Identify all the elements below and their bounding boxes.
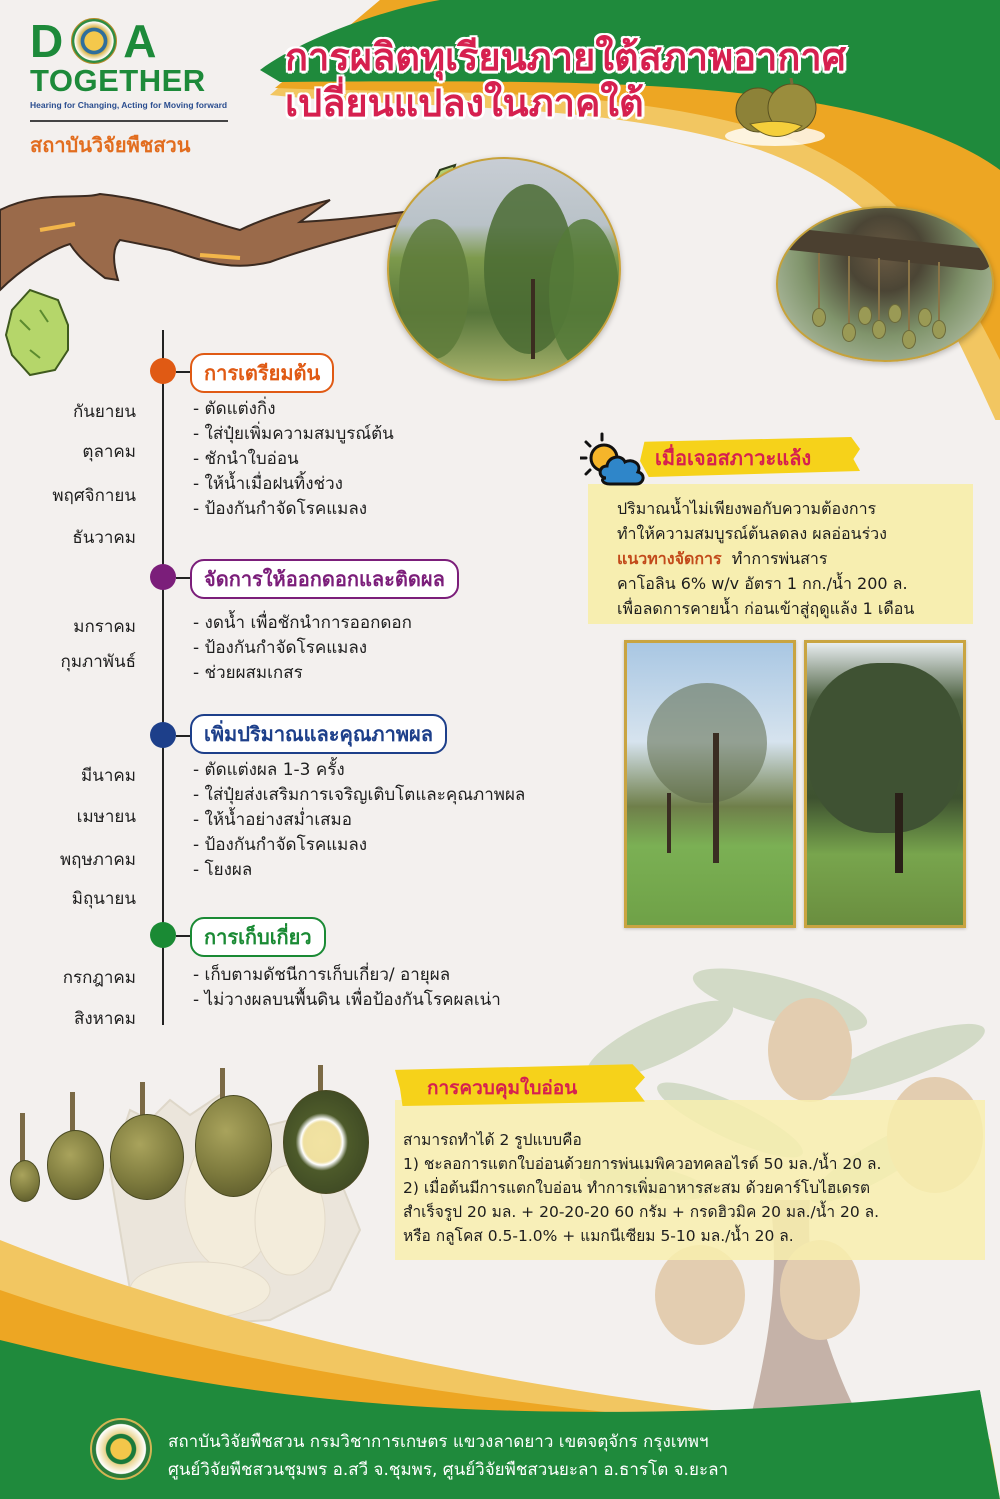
footer-address [168,1428,728,1484]
logo-letter-d: D [30,15,66,67]
dense-durian-tree-photo [804,640,966,928]
orchard-photo [387,157,621,381]
month-label: มีนาคม [81,766,136,786]
logo-tagline: Hearing for Changing, Acting for Moving forward [30,100,228,110]
month-label: ตุลาคม [82,442,136,462]
logo-letter-a: A [123,15,159,67]
leaf-control-text [403,1128,881,1248]
task-item: - ตัดแต่งผล 1-3 ครั้ง [193,760,345,780]
footer-line-2: ศูนย์วิจัยพืชสวนชุมพร อ.สวี จ.ชุมพร, ศูนย์วิจัยพืชสวนยะลา อ.ธารโต จ.ยะลา [168,1460,729,1480]
phase-3-tasks [193,758,525,883]
durian-stage-5-opened [283,1090,369,1194]
phase-4-marker [150,922,176,948]
leaf-control-line: สำเร็จรูป 20 มล. + 20-20-20 60 กรัม + กรดฮิวมิค 20 มล./น้ำ 20 ล. [403,1203,880,1221]
drought-title: เมื่อเจอสภาวะแล้ง [655,446,812,470]
leaf-control-title: การควบคุมใบอ่อน [427,1077,578,1099]
phase-4-tasks [193,963,501,1013]
task-item: - ให้น้ำเมื่อฝนทิ้งช่วง [193,474,343,494]
task-item: - ป้องกันกำจัดโรคแมลง [193,835,368,855]
task-item: - ชักนำใบอ่อน [193,449,299,469]
drought-line-3 [617,546,914,571]
logo-divider [30,120,228,122]
task-item: - งดน้ำ เพื่อชักนำการออกดอก [193,613,412,633]
footer-line-1: สถาบันวิจัยพืชสวน กรมวิชาการเกษตร แขวงลาดยาว เขตจตุจักร กรุงเทพฯ [168,1432,709,1452]
leaf-control-line: หรือ กลูโคส 0.5-1.0% + แมกนีเซียม 5-10 มล./น้ำ 20 ล. [403,1227,794,1245]
month-label: กุมภาพันธ์ [60,652,136,672]
leaf-control-line: 1) ชะลอการแตกใบอ่อนด้วยการพ่นเมพิควอทคลอไรด์ 50 มล./น้ำ 20 ล. [403,1155,882,1173]
task-item: - ป้องกันกำจัดโรคแมลง [193,638,368,658]
doa-together-logo [30,15,235,161]
sun-cloud-icon [580,432,650,487]
month-label: ธันวาคม [72,528,136,548]
durian-stage-1 [10,1160,40,1202]
durian-stage-4 [195,1095,272,1197]
title-line-2: เปลี่ยนแปลงในภาคใต้ [285,81,644,125]
task-item: - ป้องกันกำจัดโรคแมลง [193,499,368,519]
durian-stage-3 [110,1114,184,1200]
phase-2-connector [176,577,190,579]
month-label: พฤษภาคม [59,850,136,870]
task-item: - ใส่ปุ๋ยส่งเสริมการเจริญเติบโตและคุณภาพผล [193,785,526,805]
phase-1-tasks [193,397,394,522]
month-label: กรกฎาคม [62,968,136,988]
task-item: - ให้น้ำอย่างสม่ำเสมอ [193,810,352,830]
management-label: แนวทางจัดการ [617,549,722,568]
leaf-control-line: สามารถทำได้ 2 รูปแบบคือ [403,1131,582,1149]
task-item: - ใส่ปุ๋ยเพิ่มความสมบูรณ์ต้น [193,424,394,444]
phase-4-connector [176,935,190,937]
month-label: พฤศจิกายน [52,486,136,506]
drought-description [617,496,914,621]
leaf-control-line: 2) เมื่อต้นมีการแตกใบอ่อน ทำการเพิ่มอาหารสะสม ด้วยคาร์โบไฮเดรต [403,1179,871,1197]
month-label: เมษายน [76,807,136,827]
month-label: กันยายน [72,402,136,422]
institute-name: สถาบันวิจัยพืชสวน [30,133,191,157]
durian-fruit-icon [720,78,830,148]
phase-3-title: เพิ่มปริมาณและคุณภาพผล [190,714,447,754]
phase-1-marker [150,358,176,384]
phase-1-connector [176,371,190,373]
phase-4-title: การเก็บเกี่ยว [190,917,326,957]
timeline-axis [162,330,164,1025]
drought-line-2: ทำให้ความสมบูรณ์ต้นลดลง ผลอ่อนร่วง [617,524,887,543]
month-label: สิงหาคม [73,1009,136,1029]
phase-1-title: การเตรียมต้น [190,353,334,393]
phase-2-title: จัดการให้ออกดอกและติดผล [190,559,459,599]
phase-2-marker [150,564,176,590]
sparse-durian-tree-photo [624,640,796,928]
task-item: - ไม่วางผลบนพื้นดิน เพื่อป้องกันโรคผลเน่า [193,990,501,1010]
phase-3-marker [150,722,176,748]
hanging-durian-icon [6,290,68,375]
task-item: - ตัดแต่งกิ่ง [193,399,276,419]
drought-line-5: เพื่อลดการคายน้ำ ก่อนเข้าสู่ฤดูแล้ง 1 เดือน [617,599,915,618]
month-label: มิถุนายน [71,889,136,909]
task-item: - ช่วยผสมเกสร [193,663,303,683]
durian-flower-buds-photo [776,206,994,362]
department-seal-icon [71,18,117,64]
phase-3-connector [176,735,190,737]
drought-line-1: ปริมาณน้ำไม่เพียงพอกับความต้องการ [617,499,877,518]
title-line-1: การผลิตทุเรียนภายใต้สภาพอากาศ [285,35,846,79]
month-label: มกราคม [73,617,136,637]
drought-line-4: คาโอลิน 6% w/v อัตรา 1 กก./น้ำ 200 ล. [617,574,908,593]
task-item: - เก็บตามดัชนีการเก็บเกี่ยว/ อายุผล [193,965,451,985]
logo-together: TOGETHER [30,63,206,98]
doa-seal-logo [90,1418,152,1480]
page-title [285,34,985,126]
management-text: ทำการพ่นสาร [731,549,828,568]
durian-stage-2 [47,1130,104,1200]
phase-2-tasks [193,611,412,686]
task-item: - โยงผล [193,860,253,880]
